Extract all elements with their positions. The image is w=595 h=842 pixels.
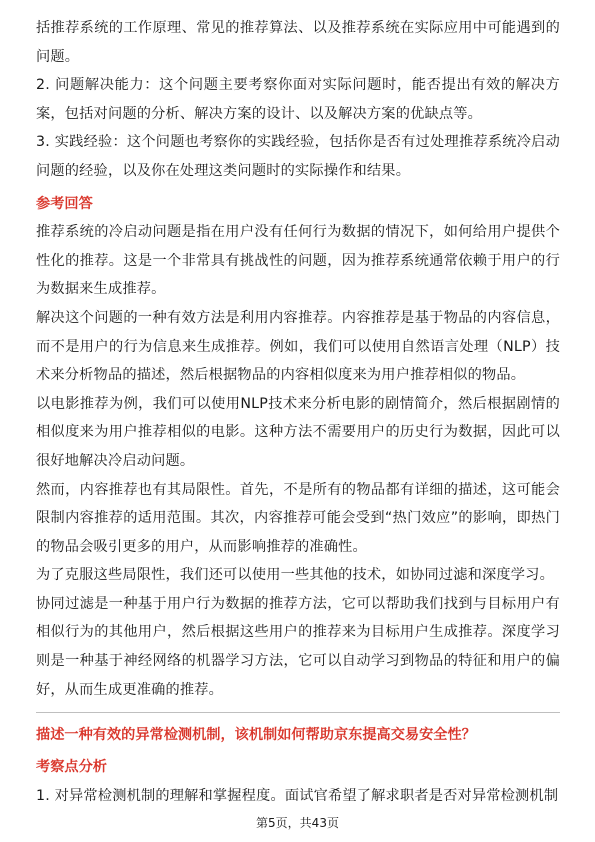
answer-heading: 参考回答 — [36, 195, 93, 212]
paragraph: 然而，内容推荐也有其局限性。首先，不是所有的物品都有详细的描述，这可能会限制内容推荐的适用范围。其次，内容推荐可能会受到“热门效应”的影响，即热门的物品会吸引更多的用户，从而影响推荐的准确性。 — [36, 481, 560, 555]
page-number: 第5页，共43页 — [256, 816, 339, 830]
document-page — [36, 14, 560, 810]
analysis-heading: 考察点分析 — [36, 759, 107, 776]
paragraph: 2. 问题解决能力：这个问题主要考察你面对实际问题时，能否提出有效的解决方案，包括对问题的分析、解决方案的设计、以及解决方案的优缺点等。 — [36, 77, 560, 122]
paragraph: 以电影推荐为例，我们可以使用NLP技术来分析电影的剧情简介，然后根据剧情的相似度来为用户推荐相似的电影。这种方法不需要用户的历史行为数据，因此可以很好地解决冷启动问题。 — [36, 395, 560, 469]
paragraph: 推荐系统的冷启动问题是指在用户没有任何行为数据的情况下，如何给用户提供个性化的推荐。这是一个非常具有挑战性的问题，因为推荐系统通常依赖于用户的行为数据来生成推荐。 — [36, 224, 560, 298]
paragraph: 1. 对异常检测机制的理解和掌握程度。面试官希望了解求职者是否对异常检测机制 — [36, 787, 559, 804]
paragraph: 协同过滤是一种基于用户行为数据的推荐方法，它可以帮助我们找到与目标用户有相似行为的其他用户，然后根据这些用户的推荐来为目标用户生成推荐。深度学习则是一种基于神经网络的机器学习方法，它可以自动学习到物品的特征和用户的偏好，从而生成更准确的推荐。 — [36, 595, 560, 698]
question-title: 描述一种有效的异常检测机制，该机制如何帮助京东提高交易安全性？ — [36, 727, 476, 744]
section-divider — [36, 712, 560, 713]
paragraph: 括推荐系统的工作原理、常见的推荐算法、以及推荐系统在实际应用中可能遇到的问题。 — [36, 20, 560, 65]
paragraph: 3. 实践经验：这个问题也考察你的实践经验，包括你是否有过处理推荐系统冷启动问题的经验，以及你在处理这类问题时的实际操作和结果。 — [36, 134, 560, 179]
paragraph: 为了克服这些局限性，我们还可以使用一些其他的技术，如协同过滤和深度学习。 — [36, 567, 554, 584]
paragraph: 解决这个问题的一种有效方法是利用内容推荐。内容推荐是基于物品的内容信息，而不是用户的行为信息来生成推荐。例如，我们可以使用自然语言处理（NLP）技术来分析物品的描述，然后根据物品的内容相似度来为用户推荐相似的物品。 — [36, 309, 560, 384]
